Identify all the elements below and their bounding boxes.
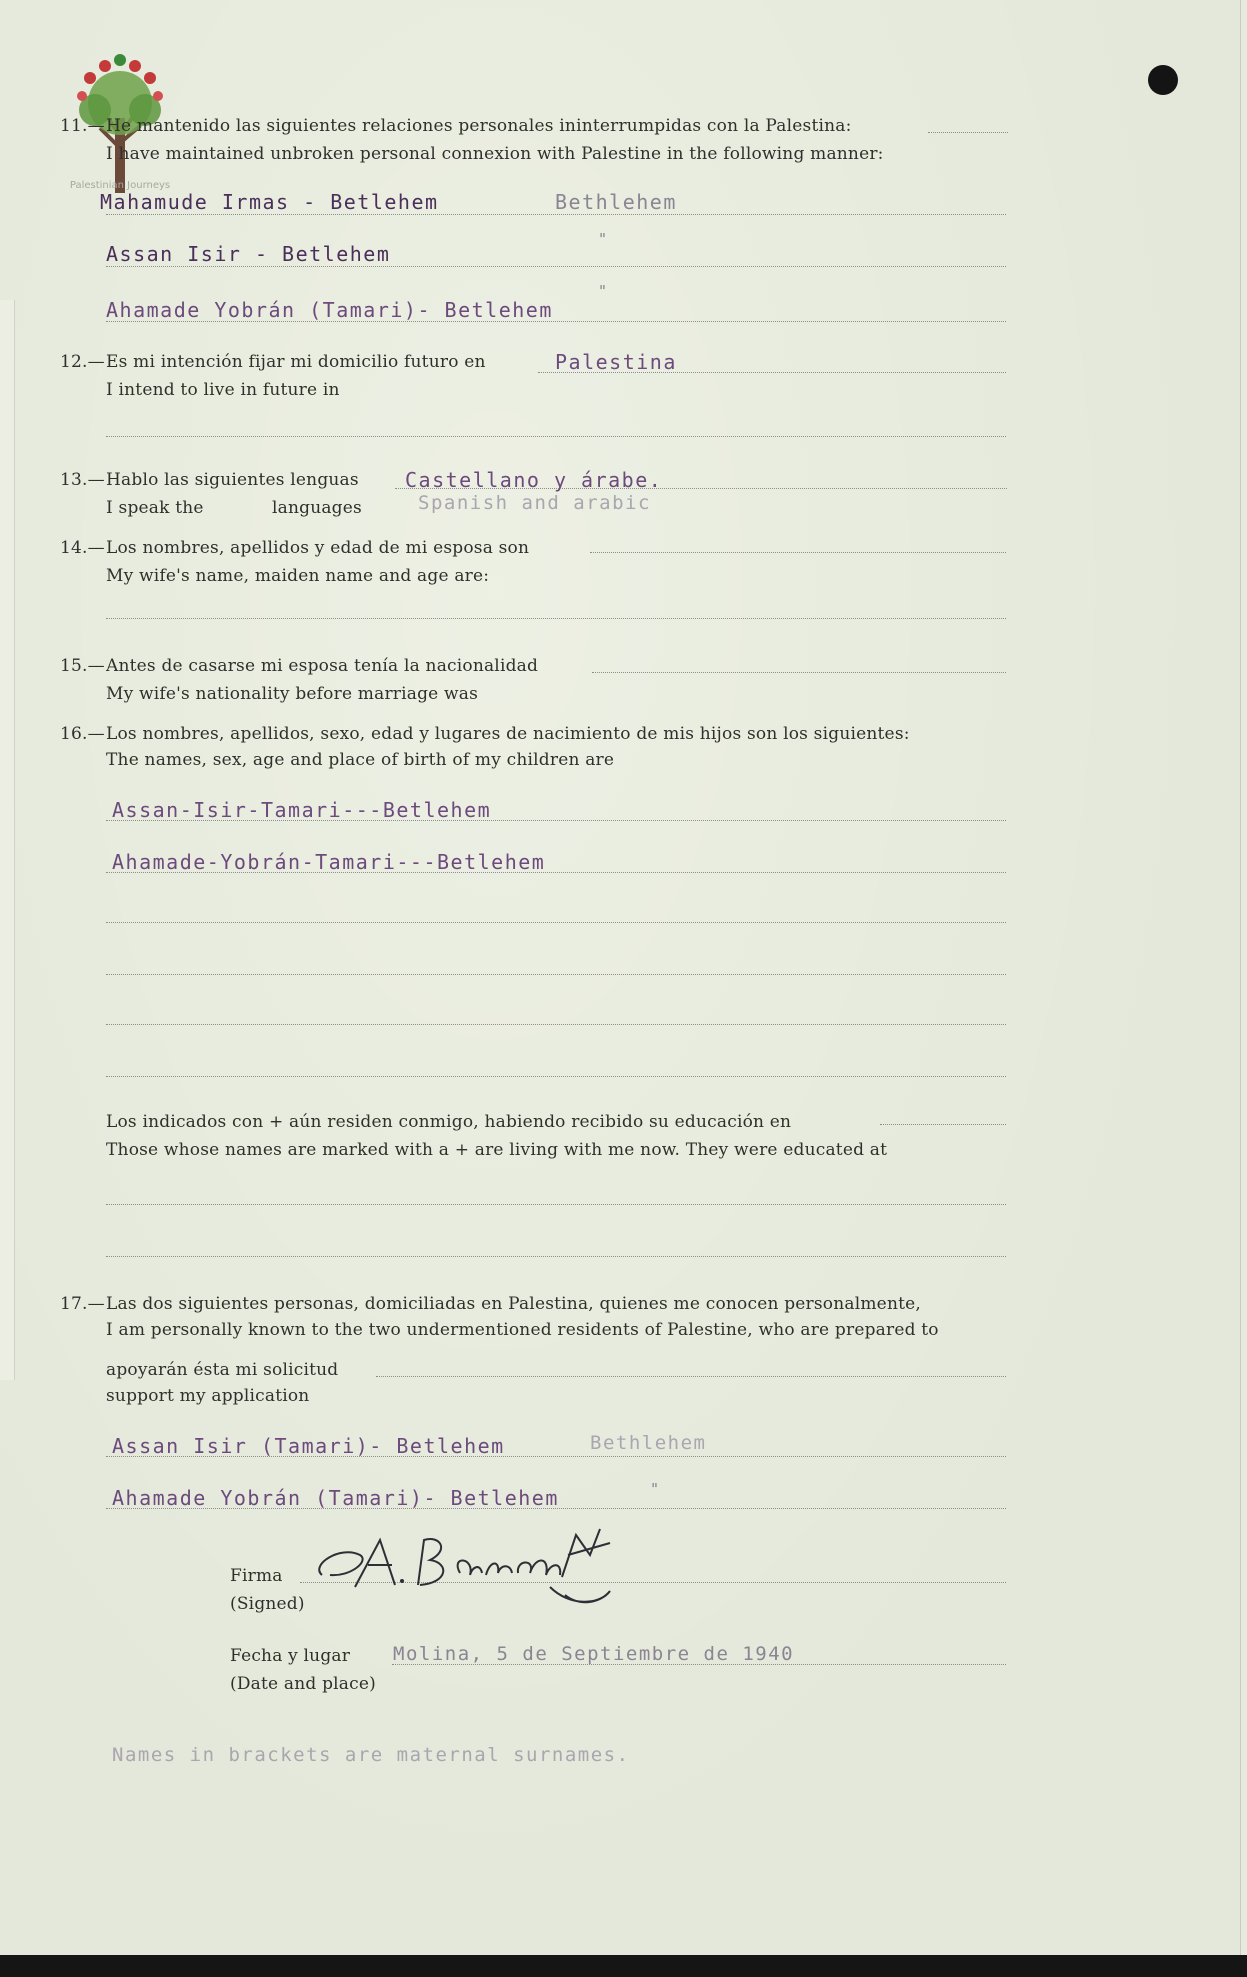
handwritten-signature	[300, 1515, 660, 1610]
date-place-label-en: (Date and place)	[230, 1674, 376, 1694]
item-11-rule	[928, 132, 1008, 133]
item-14-english: My wife's name, maiden name and age are:	[106, 566, 490, 586]
item-17-rule	[376, 1376, 1006, 1377]
signature-label-es: Firma	[230, 1566, 283, 1586]
education-line-2	[106, 1256, 1006, 1257]
date-place-value: Molina, 5 de Septiembre de 1940	[393, 1643, 795, 1665]
item-11-number: 11.—	[60, 116, 105, 136]
child-1: Assan-Isir-Tamari---Betlehem	[112, 798, 492, 822]
item-13-english-a: I speak the	[106, 498, 204, 518]
item-15-rule	[592, 672, 1006, 673]
footnote: Names in brackets are maternal surnames.	[112, 1744, 630, 1766]
item-11-spanish: He mantenido las siguientes relaciones personales ininterrumpidas con la Palestina:	[106, 116, 852, 136]
item-12-answer: Palestina	[555, 350, 677, 374]
item-11-entry-3: Ahamade Yobrán (Tamari)- Betlehem	[106, 298, 553, 322]
item-11-entry-3-annotation: "	[598, 282, 609, 300]
archive-logo-caption: Palestinian Journeys	[69, 180, 171, 191]
punch-hole	[1148, 65, 1178, 95]
item-13-english-b: languages	[272, 498, 362, 518]
reference-line-2	[106, 1508, 1006, 1509]
item-16-note-spanish: Los indicados con + aún residen conmigo, habiendo recibido su educación en	[106, 1112, 792, 1132]
item-13-answer-spanish: Castellano y árabe.	[405, 468, 663, 492]
date-place-rule	[392, 1664, 1006, 1665]
item-11-entry-2: Assan Isir - Betlehem	[106, 242, 391, 266]
page-right-edge	[1240, 0, 1247, 1977]
item-17-english-1: I am personally known to the two undermentioned residents of Palestine, who are prepared to	[106, 1320, 939, 1340]
torn-left-edge	[0, 300, 15, 1380]
item-14-spanish: Los nombres, apellidos y edad de mi esposa son	[106, 538, 530, 558]
child-line-6	[106, 1076, 1006, 1077]
reference-line-1	[106, 1456, 1006, 1457]
item-17-english-2: support my application	[106, 1386, 310, 1406]
item-12-line	[106, 436, 1006, 437]
item-17-spanish-1: Las dos siguientes personas, domiciliadas en Palestina, quienes me conocen personalmente,	[106, 1294, 921, 1314]
item-13-rule	[395, 488, 1007, 489]
item-16-english: The names, sex, age and place of birth of my children are	[106, 750, 615, 770]
item-11-english: I have maintained unbroken personal connexion with Palestine in the following manner:	[106, 144, 884, 164]
item-15-number: 15.—	[60, 656, 105, 676]
item-13-answer-english: Spanish and arabic	[418, 492, 651, 514]
item-11-line-2	[106, 266, 1006, 267]
child-line-3	[106, 922, 1006, 923]
item-15-english: My wife's nationality before marriage was	[106, 684, 479, 704]
item-17-spanish-2: apoyarán ésta mi solicitud	[106, 1360, 339, 1380]
child-line-5	[106, 1024, 1006, 1025]
education-line-1	[106, 1204, 1006, 1205]
child-line-4	[106, 974, 1006, 975]
reference-1: Assan Isir (Tamari)- Betlehem	[112, 1434, 505, 1458]
item-11-entry-1: Mahamude Irmas - Betlehem	[100, 190, 439, 214]
item-11-entry-2-annotation: "	[598, 230, 609, 248]
child-line-2	[106, 872, 1006, 873]
item-11-line-3	[106, 321, 1006, 322]
child-2: Ahamade-Yobrán-Tamari---Betlehem	[112, 850, 546, 874]
item-12-english: I intend to live in future in	[106, 380, 340, 400]
item-17-number: 17.—	[60, 1294, 105, 1314]
scan-bottom-border	[0, 1955, 1247, 1977]
item-15-spanish: Antes de casarse mi esposa tenía la nacionalidad	[106, 656, 539, 676]
item-12-number: 12.—	[60, 352, 105, 372]
item-16-note-english: Those whose names are marked with a + are living with me now. They were educated at	[106, 1140, 888, 1160]
reference-2: Ahamade Yobrán (Tamari)- Betlehem	[112, 1486, 559, 1510]
item-14-rule	[590, 552, 1006, 553]
item-16-number: 16.—	[60, 724, 105, 744]
item-11-entry-1-annotation: Bethlehem	[555, 190, 677, 214]
item-14-number: 14.—	[60, 538, 105, 558]
signature-label-en: (Signed)	[230, 1594, 305, 1614]
item-14-line	[106, 618, 1006, 619]
item-16-spanish: Los nombres, apellidos, sexo, edad y lugares de nacimiento de mis hijos son los siguientes:	[106, 724, 910, 744]
item-11-line-1	[106, 214, 1006, 215]
item-16-note-rule	[880, 1124, 1006, 1125]
reference-1-annotation: Bethlehem	[590, 1432, 707, 1454]
date-place-label-es: Fecha y lugar	[230, 1646, 351, 1666]
item-13-number: 13.—	[60, 470, 105, 490]
item-12-spanish: Es mi intención fijar mi domicilio futuro en	[106, 352, 486, 372]
item-13-spanish: Hablo las siguientes lenguas	[106, 470, 359, 490]
item-12-rule	[538, 372, 1006, 373]
reference-2-annotation: "	[650, 1480, 661, 1498]
child-line-1	[106, 820, 1006, 821]
